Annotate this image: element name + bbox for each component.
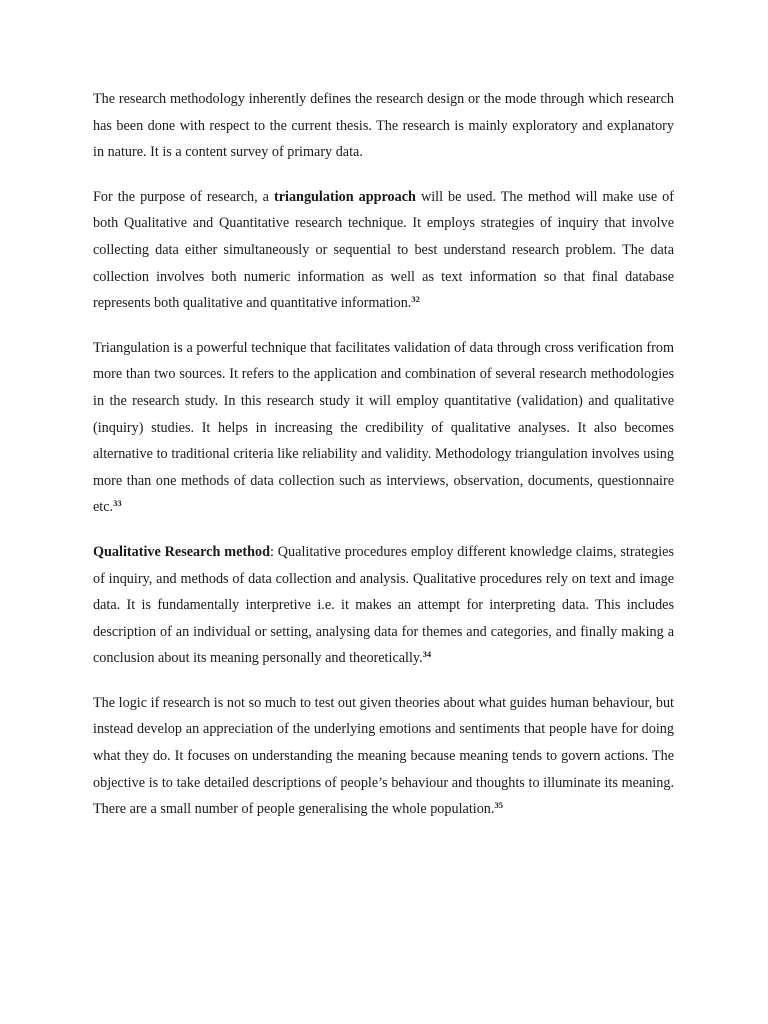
paragraph-text: Triangulation is a powerful technique that facilitates validation of data through cross verification from more than two sources. It refers to the application and combination of several research methodologies in the research study. In this research study it will employ quantitative (validation) and qualitative (inquiry) studies. It helps in increasing the credibility of qualitative analyses. It also becomes alternative to traditional criteria like reliability and validity. Methodology triangulation involves using more than one methods of data collection such as interviews, observation, documents, questionnaire etc. <box>93 339 674 516</box>
paragraph-research-logic <box>93 690 674 823</box>
paragraph-text-after: will be used. The method will make use of both Qualitative and Quantitative research technique. It employs strategies of inquiry that involve collecting data either simultaneously or sequential to best understand research problem. The data collection involves both numeric information as well as text information so that final database represents both qualitative and quantitative information. <box>93 188 674 312</box>
document-body <box>93 86 674 841</box>
paragraph-text: : Qualitative procedures employ different knowledge claims, strategies of inquiry, and methods of data collection and analysis. Qualitative procedures rely on text and image data. It is fundamentally interpretive i.e. it makes an attempt for interpreting data. This includes description of an individual or setting, analysing data for themes and categories, and finally making a conclusion about its meaning personally and theoretically. <box>93 543 674 667</box>
footnote-ref: 33 <box>113 498 122 509</box>
paragraph-text: The research methodology inherently defines the research design or the mode through which research has been done with respect to the current thesis. The research is mainly exploratory and explanatory in nature. It is a content survey of primary data. <box>93 91 674 161</box>
paragraph-text: The logic if research is not so much to test out given theories about what guides human behaviour, but instead develop an appreciation of the underlying emotions and sentiments that people have for doing what they do. It focuses on understanding the meaning because meaning tends to govern actions. The objective is to take detailed descriptions of people’s behaviour and thoughts to illuminate its meaning. There are a small number of people generalising the whole population. <box>93 694 674 818</box>
bold-term: triangulation approach <box>274 188 416 205</box>
footnote-ref: 32 <box>411 294 420 305</box>
paragraph-triangulation-technique <box>93 335 674 521</box>
paragraph-research-methodology <box>93 86 674 166</box>
paragraph-qualitative-method <box>93 539 674 672</box>
footnote-ref: 35 <box>494 800 503 811</box>
paragraph-triangulation-approach <box>93 184 674 317</box>
footnote-ref: 34 <box>422 649 432 660</box>
paragraph-text-before: For the purpose of research, a <box>93 188 274 205</box>
bold-heading: Qualitative Research method <box>93 543 270 560</box>
